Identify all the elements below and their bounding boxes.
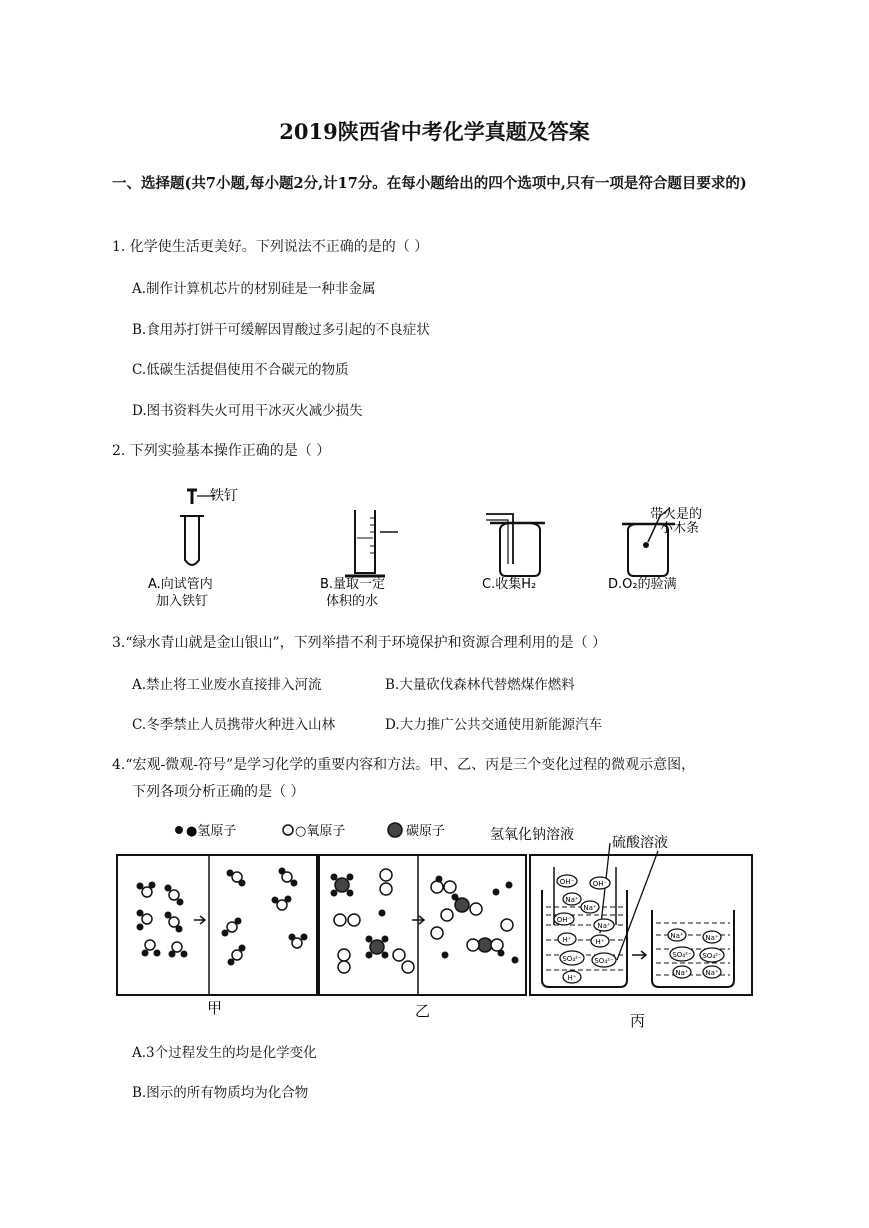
ion-label: H⁺ — [567, 974, 577, 982]
label-splint-1: 带火是的 — [650, 507, 703, 522]
q1-option-d: D.图书资料失火可用干冰灭火减少损失 — [132, 403, 363, 419]
ion-label: OH⁻ — [556, 916, 572, 924]
ion-label: OH⁻ — [592, 880, 608, 888]
caption-a-2: 加入铁钉 — [156, 594, 209, 609]
caption-a-1: A.向试管内 — [148, 577, 213, 592]
ion-label: Na⁺ — [705, 969, 719, 977]
section-heading: 一、选择题(共7小题,每小题2分,计17分。在每小题给出的四个选项中,只有一项是符合题目要求的) — [112, 175, 747, 192]
q1-option-c: C.低碳生活提倡使用不合碳元的物质 — [132, 362, 349, 378]
ion-label: OH⁻ — [559, 878, 575, 886]
oxygen-atom-legend-icon — [283, 825, 293, 835]
ion-bubbles — [554, 875, 724, 983]
test-tube-a — [185, 516, 199, 565]
ion-label: Na⁺ — [705, 934, 719, 942]
hydrogen-atom-legend-icon — [175, 826, 183, 834]
caption-b-1: B.量取一定 — [320, 577, 386, 592]
graduated-cylinder — [355, 510, 375, 573]
caption-b-2: 体积的水 — [326, 594, 379, 609]
label-jia: 甲 — [207, 999, 223, 1017]
question-4-stem-1: 4.“宏观-微观-符号”是学习化学的重要内容和方法。甲、乙、丙是三个变化过程的微观示意图， — [112, 757, 696, 773]
ion-label: Na⁺ — [565, 896, 579, 904]
q1-option-b: B.食用苏打饼干可缓解因胃酸过多引起的不良症状 — [132, 322, 430, 338]
lab-operations-figure — [130, 478, 780, 613]
question-3-stem: 3.“绿水青山就是金山银山”，下列举措不利于环境保护和资源合理利用的是（ ） — [112, 635, 607, 651]
legend-hydrogen: ●氢原子 — [186, 824, 237, 839]
splint-ember — [643, 542, 649, 548]
ion-label: Na⁺ — [583, 904, 597, 912]
ion-label: H⁺ — [595, 938, 605, 946]
label-yi: 乙 — [415, 1002, 431, 1020]
q3-option-c: C.冬季禁止人员携带火种进入山林 — [132, 717, 336, 733]
label-naoh-solution: 氢氧化钠溶液 — [490, 827, 574, 843]
legend-oxygen: ○氧原子 — [295, 824, 346, 839]
hydrogen-atoms-jia — [137, 868, 308, 966]
label-nail: 铁钉 — [210, 488, 238, 504]
page-title: 2019陕西省中考化学真题及答案 — [279, 119, 590, 144]
ion-label: SO₄²⁻ — [562, 955, 582, 963]
ion-label: SO₄²⁻ — [702, 952, 722, 960]
ion-label: Na⁺ — [670, 932, 684, 940]
q4-option-a: A.3个过程发生的均是化学变化 — [132, 1045, 317, 1061]
question-2-stem: 2. 下列实验基本操作正确的是（ ） — [112, 443, 331, 459]
ion-label: SO₄²⁻ — [594, 957, 614, 965]
arrow-bing — [632, 951, 646, 959]
microscopic-process-figure — [112, 815, 762, 1030]
q3-option-b: B.大量砍伐森林代替燃煤作燃料 — [385, 677, 575, 693]
q1-option-a: A.制作计算机芯片的材别硅是一种非金属 — [132, 281, 376, 297]
caption-d: D.O₂的验满 — [608, 577, 677, 592]
gas-bottle-c — [500, 523, 540, 576]
ion-label: Na⁺ — [675, 969, 689, 977]
label-bing: 丙 — [630, 1012, 646, 1030]
question-4-stem-2: 下列各项分析正确的是（ ） — [132, 784, 305, 800]
ion-label: H⁺ — [562, 936, 572, 944]
label-splint-2: 小木条 — [660, 521, 700, 536]
arrow-jia — [194, 916, 205, 924]
ion-label: SO₄²⁻ — [672, 951, 692, 959]
q3-option-d: D.大力推广公共交通使用新能源汽车 — [385, 717, 603, 733]
caption-c: C.收集H₂ — [482, 577, 537, 592]
legend-carbon: 碳原子 — [406, 824, 446, 839]
label-h2so4-solution: 硫酸溶液 — [612, 835, 668, 851]
question-1-stem: 1. 化学使生活更美好。下列说法不正确的是的（ ） — [112, 239, 429, 255]
q3-option-a: A.禁止将工业废水直接排入河流 — [132, 677, 322, 693]
q4-option-b: B.图示的所有物质均为化合物 — [132, 1085, 309, 1101]
carbon-atom-legend-icon — [388, 823, 402, 837]
ion-label: Na⁺ — [597, 922, 611, 930]
